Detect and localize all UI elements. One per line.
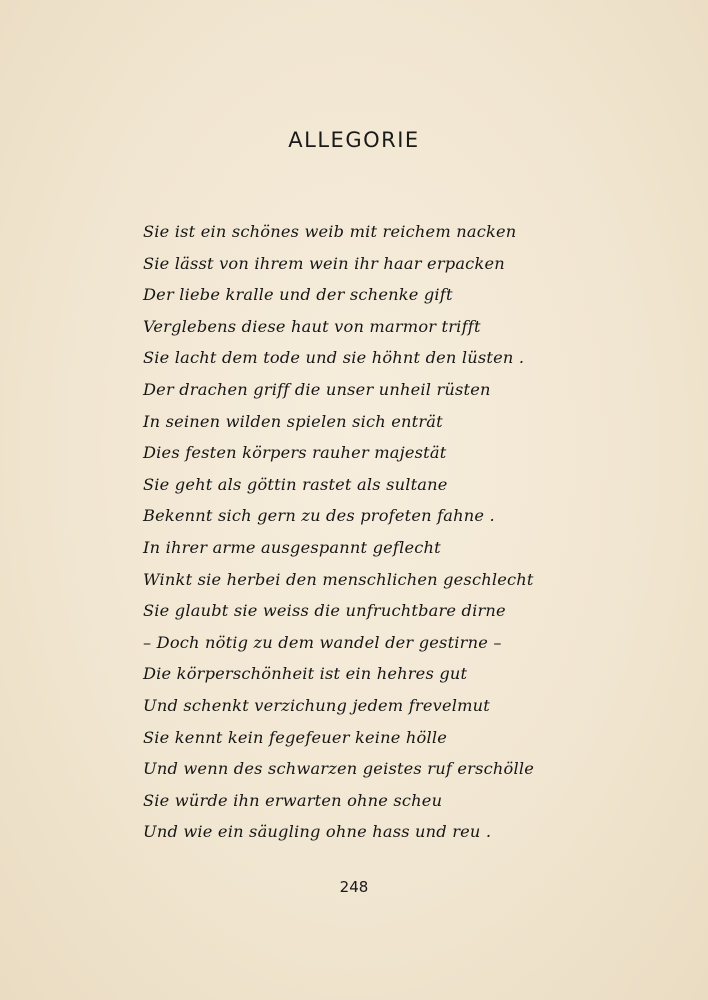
poem-line: Der liebe kralle und der schenke gift <box>143 285 453 305</box>
page-number: 248 <box>339 878 369 896</box>
poem-line: Die körperschönheit ist ein hehres gut <box>143 664 468 684</box>
poem-line: Und wie ein säugling ohne hass und reu . <box>143 822 492 842</box>
poem-line: Winkt sie herbei den menschlichen geschlecht <box>143 569 534 589</box>
poem-line: In ihrer arme ausgespannt geflecht <box>143 537 441 557</box>
poem-line: Und schenkt verzichung jedem frevelmut <box>143 695 490 715</box>
poem-line: Sie würde ihn erwarten ohne scheu <box>143 790 443 810</box>
poem-line: Sie geht als göttin rastet als sultane <box>143 474 448 494</box>
poem-line: In seinen wilden spielen sich enträt <box>143 411 443 431</box>
poem-line: Sie lacht dem tode und sie höhnt den lüsten . <box>143 348 525 368</box>
poem-line: Sie glaubt sie weiss die unfruchtbare dirne <box>143 601 506 621</box>
poem-line: Und wenn des schwarzen geistes ruf erschölle <box>143 759 534 779</box>
poem-line: Sie ist ein schönes weib mit reichem nacken <box>143 222 517 241</box>
poem-line: Verglebens diese haut von marmor trifft <box>143 316 481 336</box>
poem-line: Sie kennt kein fegefeuer keine hölle <box>143 727 448 747</box>
page-title: ALLEGORIE <box>288 128 420 152</box>
poem-line: Der drachen griff die unser unheil rüsten <box>143 379 491 399</box>
poem-line: – Doch nötig zu dem wandel der gestirne – <box>143 632 502 652</box>
poem-line: Sie lässt von ihrem wein ihr haar erpacken <box>143 253 505 273</box>
poem <box>0 216 708 848</box>
poem-line: Bekennt sich gern zu des profeten fahne . <box>143 506 495 526</box>
poem-line: Dies festen körpers rauher majestät <box>143 443 447 463</box>
